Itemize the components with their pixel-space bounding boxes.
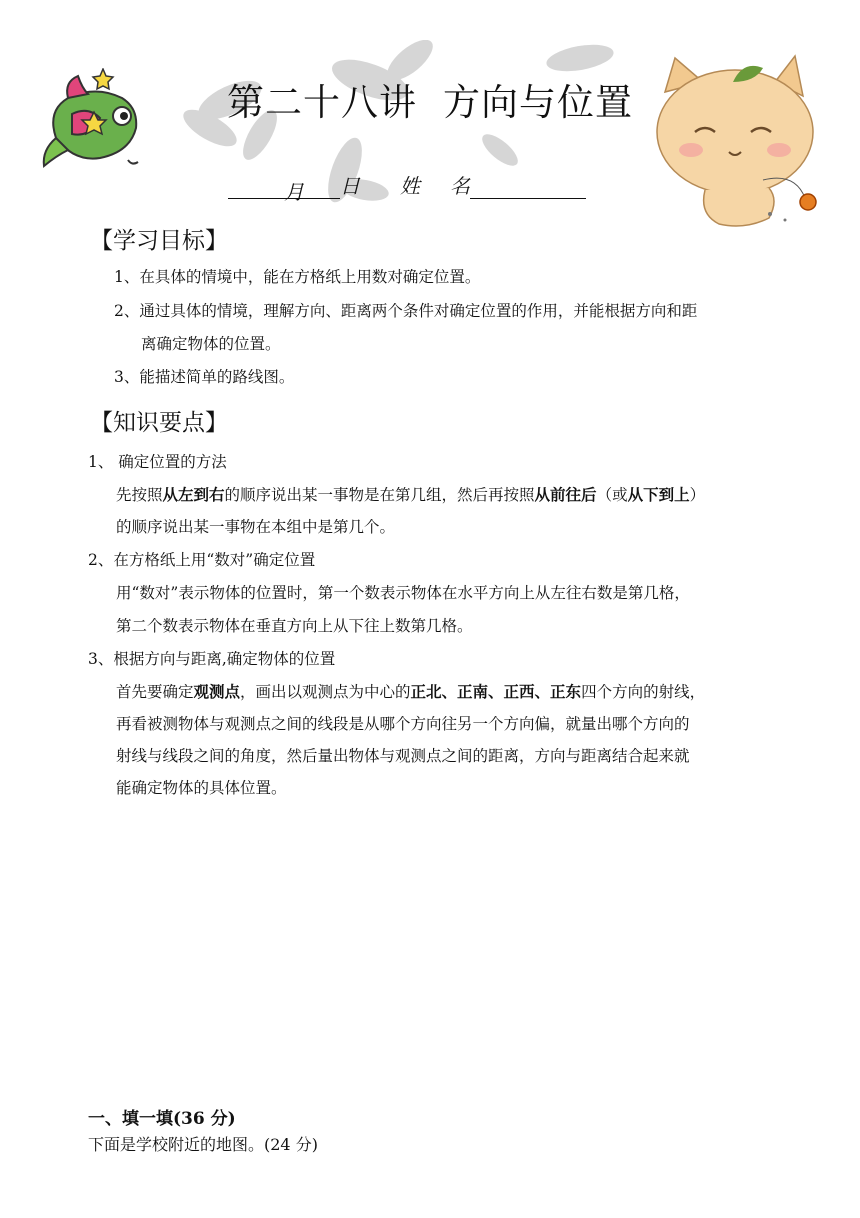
knowledge-point-3-title: 3、根据方向与距离,确定物体的位置 [88, 650, 336, 668]
emphasis-text: 正北、正南、正西、正东 [410, 682, 582, 701]
objective-item-3: 3、能描述简单的路线图。 [114, 368, 295, 386]
text-run: （或 [596, 486, 628, 504]
name-label-1: 姓 [400, 174, 420, 198]
knowledge-point-3-line-4: 能确定物体的具体位置。 [116, 779, 287, 797]
text-run: 先按照 [116, 486, 163, 504]
month-label: 月 [284, 176, 304, 199]
emphasis-text: 从左到右 [162, 485, 225, 504]
knowledge-point-3-line-1 [116, 682, 705, 702]
knowledge-point-2-line-1: 用“数对”表示物体的位置时，第一个数表示物体在水平方向上从左往右数是第几格， [116, 584, 690, 602]
lecture-topic: 方向与位置 [443, 81, 633, 124]
exercise-subheading: 下面是学校附近的地图。(24 分) [88, 1135, 318, 1154]
exercise-heading: 一、填一填(36 分) [88, 1109, 236, 1129]
objective-item-1: 1、在具体的情境中，能在方格纸上用数对确定位置。 [114, 268, 481, 286]
month-blank[interactable] [228, 176, 284, 199]
text-run: 的顺序说出某一事物是在第几组，然后再按照 [224, 486, 535, 504]
lecture-number: 第二十八讲 [227, 81, 417, 124]
knowledge-point-1-title: 1、 确定位置的方法 [88, 453, 227, 471]
objective-item-2-cont: 离确定物体的位置。 [141, 335, 281, 353]
objectives-heading: 【学习目标】 [90, 228, 228, 254]
text-run: 四个方向的射线， [581, 683, 706, 701]
knowledge-point-3-line-2: 再看被测物体与观测点之间的线段是从哪个方向往另一个方向偏，就量出哪个方向的 [116, 715, 690, 733]
text-run: ） [689, 486, 706, 504]
day-blank[interactable] [304, 176, 340, 199]
knowledge-point-3-line-3: 射线与线段之间的角度，然后量出物体与观测点之间的距离，方向与距离结合起来就 [116, 747, 690, 765]
knowledge-point-1-line-2: 的顺序说出某一事物在本组中是第几个。 [116, 518, 396, 536]
emphasis-text: 观测点 [193, 682, 241, 701]
knowledge-heading: 【知识要点】 [90, 410, 228, 436]
name-label-2: 名 [450, 174, 470, 198]
knowledge-point-2-title: 2、在方格纸上用“数对”确定位置 [88, 551, 316, 569]
emphasis-text: 从下到上 [627, 485, 690, 504]
date-name-line [228, 170, 586, 204]
page-title [0, 72, 860, 126]
day-label: 日 [340, 174, 360, 198]
text-run: 首先要确定 [116, 683, 194, 701]
name-blank[interactable] [470, 176, 586, 199]
knowledge-point-2-line-2: 第二个数表示物体在垂直方向上从下往上数第几格。 [116, 617, 473, 635]
emphasis-text: 从前往后 [534, 485, 597, 504]
objective-item-2: 2、通过具体的情境，理解方向、距离两个条件对确定位置的作用，并能根据方向和距 [114, 302, 698, 320]
knowledge-point-1-line-1 [116, 485, 705, 505]
text-run: ，画出以观测点为中心的 [240, 683, 411, 701]
